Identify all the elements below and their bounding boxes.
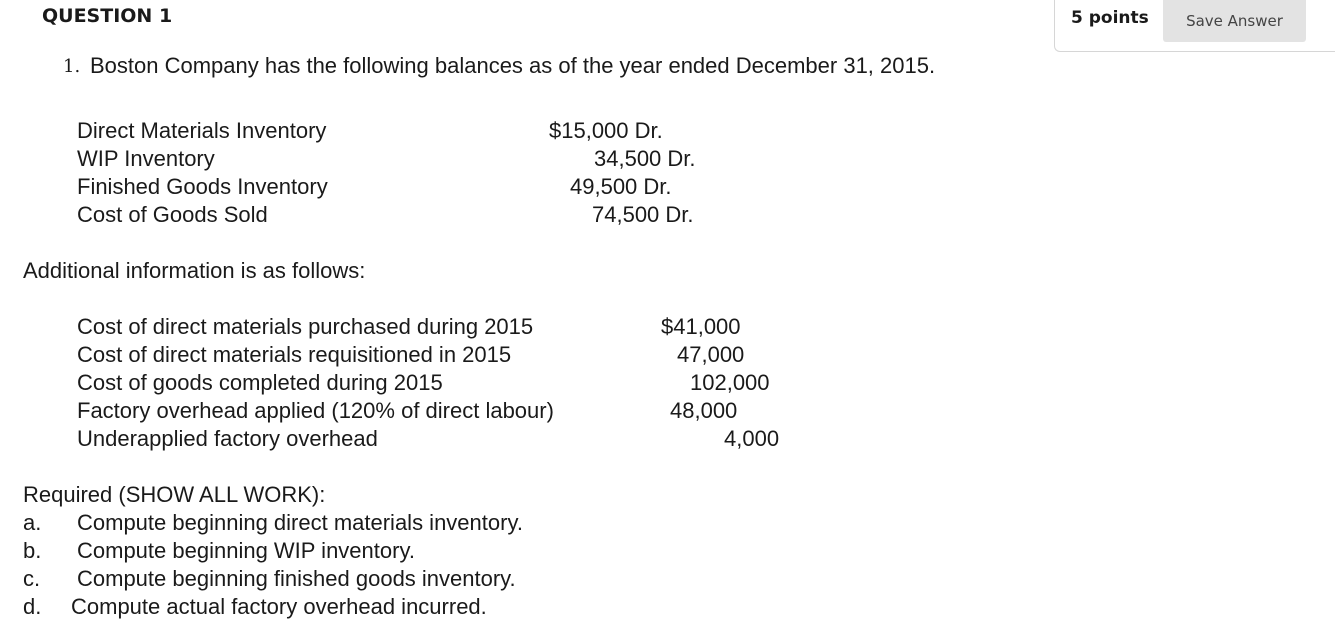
points-label: 5 points <box>1071 8 1149 28</box>
save-answer-button[interactable]: Save Answer <box>1163 0 1306 42</box>
additional-label: Cost of direct materials requisitioned in 2015 <box>77 342 512 367</box>
balance-label: Direct Materials Inventory <box>77 118 327 143</box>
required-item: Compute actual factory overhead incurred. <box>71 594 487 619</box>
balance-label: Finished Goods Inventory <box>77 174 328 199</box>
balance-value: $15,000 Dr. <box>549 118 663 143</box>
question-title: QUESTION 1 <box>42 5 173 27</box>
additional-value: $41,000 <box>661 314 741 339</box>
required-item: Compute beginning finished goods inventory. <box>77 566 516 591</box>
required-letter: c. <box>23 566 41 591</box>
additional-value: 47,000 <box>677 342 745 367</box>
required-heading: Required (SHOW ALL WORK): <box>23 482 326 507</box>
balance-label: WIP Inventory <box>77 146 215 171</box>
required-letter: b. <box>23 538 42 563</box>
required-item: Compute beginning WIP inventory. <box>77 538 415 563</box>
additional-label: Factory overhead applied (120% of direct labour) <box>77 398 554 423</box>
required-letter: a. <box>23 510 42 535</box>
question-intro: Boston Company has the following balances as of the year ended December 31, 2015. <box>90 53 936 78</box>
balance-value: 34,500 Dr. <box>594 146 696 171</box>
required-item: Compute beginning direct materials inventory. <box>77 510 523 535</box>
additional-value: 4,000 <box>724 426 780 451</box>
additional-label: Cost of direct materials purchased during 2015 <box>77 314 534 339</box>
required-letter: d. <box>23 594 42 619</box>
balance-label: Cost of Goods Sold <box>77 202 268 227</box>
additional-value: 48,000 <box>670 398 738 423</box>
additional-label: Underapplied factory overhead <box>77 426 378 451</box>
additional-heading: Additional information is as follows: <box>23 258 366 283</box>
additional-value: 102,000 <box>690 370 770 395</box>
balance-value: 74,500 Dr. <box>592 202 694 227</box>
balance-value: 49,500 Dr. <box>570 174 672 199</box>
question-number: 1. <box>63 56 81 77</box>
additional-label: Cost of goods completed during 2015 <box>77 370 443 395</box>
